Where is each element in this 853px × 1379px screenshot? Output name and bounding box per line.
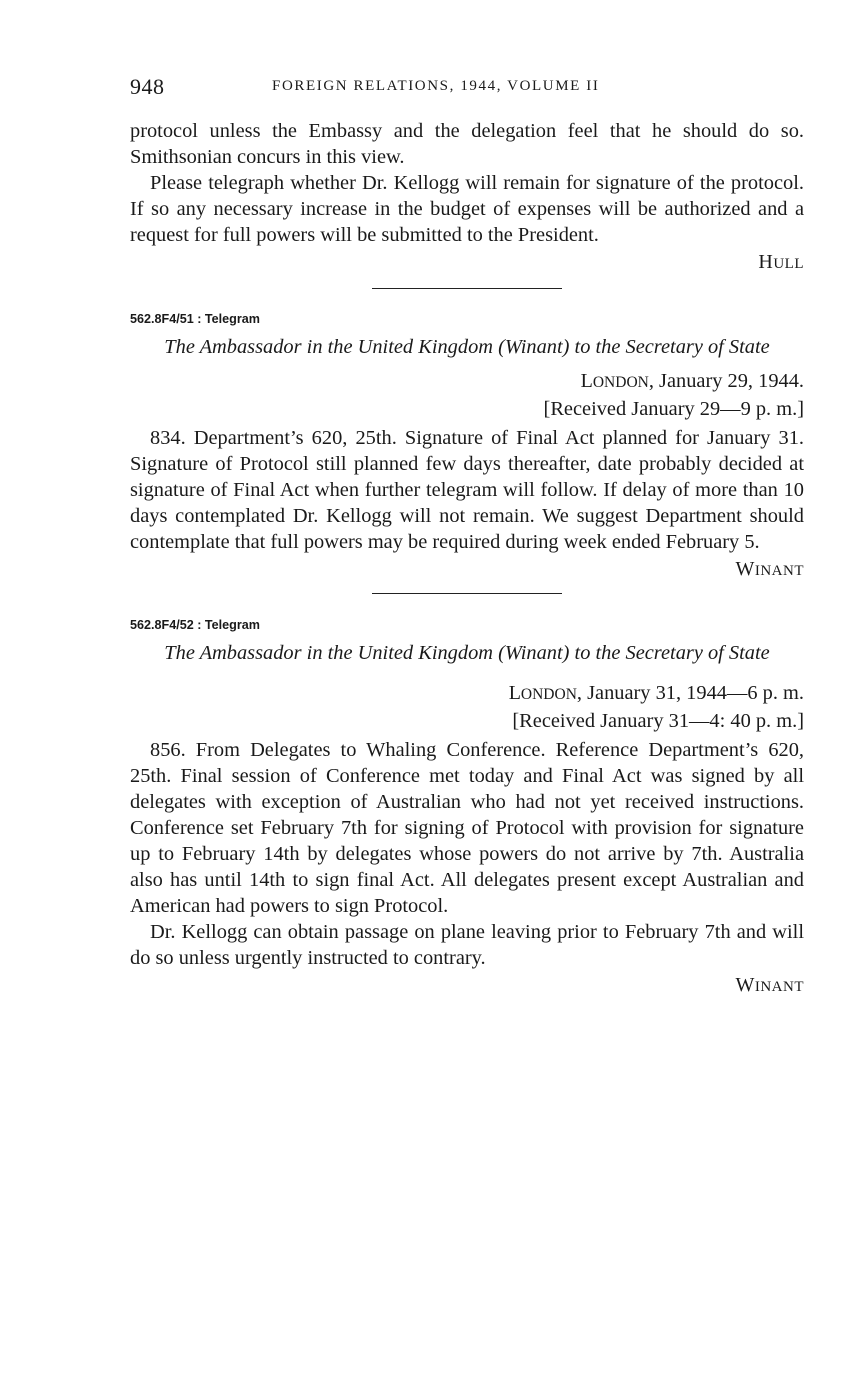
received-line: [Received January 31—4: 40 p. m.] [512,710,804,732]
dateline [130,368,804,396]
place-initial: L [580,370,593,392]
running-head [130,74,804,104]
signature-initial: W [735,558,755,580]
signature [130,557,804,583]
page-number: 948 [130,74,165,99]
paragraph: Please telegraph whether Dr. Kellogg will remain for signature of the protocol. If so any necessary increase in the budget of expenses will be authorized and a request for full powers will be submitted to the President. [130,172,804,246]
place-rest: ONDON [520,686,577,703]
signature-initial: W [735,974,755,996]
signature-rest: INANT [754,979,804,995]
document-page [130,74,804,999]
signature-initial: H [758,251,774,273]
telegram-body: 834. Department’s 620, 25th. Signature of Final Act planned for January 31. Signature of Protocol still planned few days thereafter, date probably decided at signature of Final Act when further telegram will follow. If delay of more than 10 days contemplated Dr. Kellogg will not remain. We suggest Department should contemplate that full powers may be required during week ended February 5. [130,427,804,553]
signature [130,250,804,276]
signature-rest: ULL [773,256,804,272]
dateline [130,680,804,708]
date: , January 31, 1944—6 p. m. [576,682,804,704]
file-reference: 562.8F4/52 : Telegram [130,618,260,632]
running-title: FOREIGN RELATIONS, 1944, VOLUME II [272,78,600,94]
telegram-body: 856. From Delegates to Whaling Conference. Reference Department’s 620, 25th. Final session of Conference met today and Final Act was signed by all delegates with exception of Australian who had not yet received instructions. Conference set February 7th for signing of Protocol with provision for signature up to February 14th by delegates whose powers do not arrive by 7th. Australia also has until 14th to sign final Act. All delegates present except Australian and American had powers to sign Protocol. [130,739,804,917]
section-divider [372,593,562,594]
document-title: The Ambassador in the United Kingdom (Winant) to the Secretary of State [164,642,770,664]
date: , January 29, 1944. [648,370,804,392]
telegram-body: Dr. Kellogg can obtain passage on plane leaving prior to February 7th and will do so unless urgently instructed to contrary. [130,921,804,969]
signature-rest: INANT [754,563,804,579]
file-reference: 562.8F4/51 : Telegram [130,312,260,326]
section-divider [372,288,562,289]
place-initial: L [508,682,521,704]
received-line: [Received January 29—9 p. m.] [543,398,804,420]
place-rest: ONDON [592,374,649,391]
document-title: The Ambassador in the United Kingdom (Winant) to the Secretary of State [164,336,770,358]
signature [130,973,804,999]
continued-paragraph: protocol unless the Embassy and the delegation feel that he should do so. Smithsonian concurs in this view. [130,120,804,168]
